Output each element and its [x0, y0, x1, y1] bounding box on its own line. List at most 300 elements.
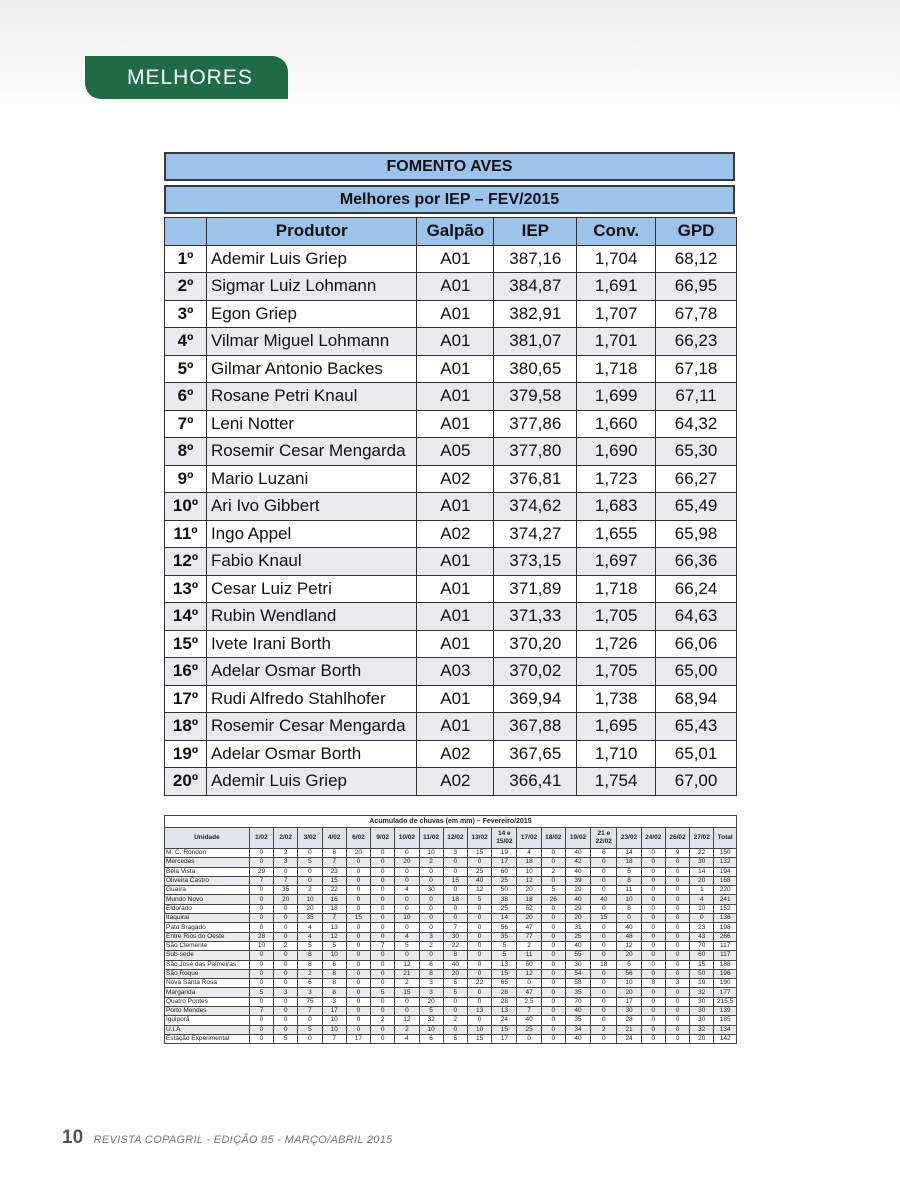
rainfall-value: 0 [467, 941, 491, 950]
rainfall-value: 3 [665, 979, 689, 988]
rainfall-value: 0 [665, 914, 689, 923]
rainfall-value: 0 [541, 969, 565, 978]
rainfall-value: 25 [467, 867, 491, 876]
rainfall-value: 9 [665, 849, 689, 858]
rainfall-value: 0 [665, 895, 689, 904]
rainfall-value: 150 [714, 849, 737, 858]
rainfall-value: 5 [443, 1034, 467, 1043]
rainfall-value: 17 [492, 858, 517, 867]
gpd-cell: 67,11 [656, 383, 737, 411]
date-header: 6/02 [346, 828, 370, 849]
rainfall-value: 18 [517, 858, 541, 867]
date-header: 12/02 [443, 828, 467, 849]
producer-name: Mario Luzani [206, 465, 417, 493]
iep-cell: 370,20 [494, 630, 577, 658]
rainfall-value: 8 [298, 951, 322, 960]
rainfall-value: 12 [395, 960, 419, 969]
rainfall-value: 19 [690, 979, 714, 988]
galpao-cell: A01 [417, 245, 494, 273]
rank-cell: 18º [165, 713, 207, 741]
gpd-cell: 67,00 [656, 768, 737, 796]
rainfall-value: 0 [371, 1025, 395, 1034]
rainfall-value: 29 [249, 867, 273, 876]
rainfall-value: 0 [371, 923, 395, 932]
conv-header: Conv. [577, 218, 656, 246]
gpd-cell: 66,06 [656, 630, 737, 658]
rainfall-value: 0 [665, 923, 689, 932]
rainfall-value: 0 [371, 904, 395, 913]
rainfall-value: 50 [690, 969, 714, 978]
rainfall-value: 0 [665, 876, 689, 885]
rainfall-value: 0 [346, 876, 370, 885]
rainfall-value: 10 [419, 849, 443, 858]
rainfall-value: 28 [249, 932, 273, 941]
rainfall-value: 2 [395, 1025, 419, 1034]
rank-cell: 8º [165, 438, 207, 466]
rainfall-value: 20 [346, 849, 370, 858]
rainfall-value: 10 [298, 895, 322, 904]
rainfall-value: 0 [591, 904, 617, 913]
rainfall-value: 0 [249, 979, 273, 988]
rainfall-value: 10 [467, 1025, 491, 1034]
producer-name: Ivete Irani Borth [206, 630, 417, 658]
iep-cell: 370,02 [494, 658, 577, 686]
rainfall-value: 4 [690, 895, 714, 904]
rainfall-value: 2 [591, 1025, 617, 1034]
rank-cell: 19º [165, 740, 207, 768]
producer-name: Fabio Knaul [206, 548, 417, 576]
rainfall-value: 40 [617, 923, 641, 932]
rainfall-value: 0 [541, 1007, 565, 1016]
rainfall-value: 0 [419, 895, 443, 904]
rainfall-value: 30 [419, 886, 443, 895]
rainfall-value: 24 [617, 1034, 641, 1043]
date-header: 11/02 [419, 828, 443, 849]
rainfall-value: 40 [565, 1007, 590, 1016]
rainfall-row [165, 932, 737, 941]
rank-cell: 9º [165, 465, 207, 493]
rainfall-value: 0 [274, 867, 298, 876]
rainfall-body [165, 849, 737, 1044]
rainfall-value: 25 [492, 904, 517, 913]
rainfall-value: 0 [346, 932, 370, 941]
galpao-cell: A02 [417, 520, 494, 548]
rainfall-value: 18 [443, 895, 467, 904]
producer-row [165, 273, 737, 301]
rainfall-value: 12 [395, 1016, 419, 1025]
rainfall-value: 1 [690, 886, 714, 895]
producer-row [165, 713, 737, 741]
rainfall-row [165, 979, 737, 988]
gpd-cell: 67,78 [656, 300, 737, 328]
rainfall-value: 0 [346, 988, 370, 997]
rainfall-value: 0 [346, 951, 370, 960]
rainfall-value: 194 [714, 867, 737, 876]
rainfall-value: 39 [565, 876, 590, 885]
publication-info: REVISTA COPAGRIL - EDIÇÃO 85 - MARÇO/ABRIL 2015 [93, 1134, 393, 1146]
conv-cell: 1,660 [577, 410, 656, 438]
rainfall-value: 0 [541, 1016, 565, 1025]
date-header: 1/02 [249, 828, 273, 849]
rank-cell: 5º [165, 355, 207, 383]
rainfall-value: 196 [714, 969, 737, 978]
rainfall-value: 0 [541, 960, 565, 969]
rainfall-value: 40 [565, 867, 590, 876]
rainfall-value: 13 [492, 1007, 517, 1016]
galpao-cell: A02 [417, 768, 494, 796]
rainfall-value: 0 [249, 1025, 273, 1034]
rainfall-value: 56 [617, 969, 641, 978]
rainfall-value: 241 [714, 895, 737, 904]
rank-cell: 17º [165, 685, 207, 713]
rainfall-value: 0 [346, 997, 370, 1006]
rainfall-value: 0 [591, 1034, 617, 1043]
rainfall-value: 0 [346, 904, 370, 913]
rainfall-value: 0 [665, 886, 689, 895]
date-header: 4/02 [322, 828, 346, 849]
rainfall-value: 15 [467, 1034, 491, 1043]
rainfall-value: 0 [591, 923, 617, 932]
rainfall-value: 0 [371, 849, 395, 858]
rainfall-value: 0 [517, 1034, 541, 1043]
conv-cell: 1,718 [577, 575, 656, 603]
producers-table [164, 217, 737, 796]
rainfall-value: 0 [467, 988, 491, 997]
rainfall-value: 13 [492, 960, 517, 969]
iep-cell: 367,88 [494, 713, 577, 741]
date-header: 21 e 22/02 [591, 828, 617, 849]
date-header: 17/02 [517, 828, 541, 849]
galpao-cell: A01 [417, 493, 494, 521]
rainfall-value: 0 [371, 858, 395, 867]
unit-header: Unidade [165, 828, 250, 849]
rainfall-value: 2 [541, 867, 565, 876]
iep-cell: 377,86 [494, 410, 577, 438]
rainfall-value: 30 [565, 960, 590, 969]
rainfall-value: 0 [591, 988, 617, 997]
rainfall-value: 10 [249, 941, 273, 950]
rainfall-value: 0 [346, 1016, 370, 1025]
rainfall-value: 0 [641, 1007, 665, 1016]
rainfall-value: 12 [617, 941, 641, 950]
rainfall-value: 2 [517, 941, 541, 950]
rainfall-value: 11 [517, 951, 541, 960]
rainfall-value: 0 [665, 932, 689, 941]
gpd-cell: 68,12 [656, 245, 737, 273]
rainfall-value: 0 [274, 914, 298, 923]
rainfall-row [165, 1034, 737, 1043]
producer-row [165, 685, 737, 713]
rank-cell: 11º [165, 520, 207, 548]
rainfall-value: 0 [641, 858, 665, 867]
rainfall-value: 12 [517, 969, 541, 978]
unit-name: São Roque [165, 969, 250, 978]
date-header: 23/02 [617, 828, 641, 849]
rainfall-value: 7 [274, 876, 298, 885]
date-header: 13/02 [467, 828, 491, 849]
rainfall-table [164, 815, 737, 1044]
rainfall-value: 3 [274, 988, 298, 997]
rainfall-value: 0 [591, 867, 617, 876]
rainfall-value: 47 [517, 923, 541, 932]
rainfall-value: 0 [346, 941, 370, 950]
rainfall-value: 198 [714, 923, 737, 932]
rainfall-value: 0 [665, 904, 689, 913]
producer-name: Ingo Appel [206, 520, 417, 548]
rainfall-value: 25 [492, 876, 517, 885]
rainfall-value: 0 [274, 997, 298, 1006]
rainfall-value: 0 [443, 886, 467, 895]
rainfall-value: 5 [249, 988, 273, 997]
rainfall-row [165, 941, 737, 950]
conv-cell: 1,754 [577, 768, 656, 796]
date-header: 27/02 [690, 828, 714, 849]
producer-name: Leni Notter [206, 410, 417, 438]
iep-cell: 366,41 [494, 768, 577, 796]
producer-row [165, 768, 737, 796]
rainfall-row [165, 904, 737, 913]
rainfall-value: 0 [665, 988, 689, 997]
rainfall-value: 2 [274, 941, 298, 950]
rainfall-value: 0 [395, 849, 419, 858]
rainfall-value: 0 [641, 969, 665, 978]
rainfall-value: 5 [467, 895, 491, 904]
rainfall-value: 0 [665, 960, 689, 969]
rainfall-value: 20 [443, 969, 467, 978]
rainfall-value: 0 [641, 895, 665, 904]
rainfall-value: 8 [322, 849, 346, 858]
rainfall-value: 0 [346, 960, 370, 969]
producers-body [165, 245, 737, 795]
conv-cell: 1,697 [577, 548, 656, 576]
galpao-cell: A05 [417, 438, 494, 466]
rainfall-value: 117 [714, 941, 737, 950]
rainfall-value: 35 [298, 914, 322, 923]
rainfall-value: 3 [322, 997, 346, 1006]
rainfall-value: 20 [274, 895, 298, 904]
rainfall-value: 29 [565, 886, 590, 895]
galpao-cell: A01 [417, 300, 494, 328]
rainfall-value: 0 [690, 914, 714, 923]
producer-row [165, 438, 737, 466]
producer-name: Rudi Alfredo Stahlhofer [206, 685, 417, 713]
producer-row [165, 383, 737, 411]
rainfall-value: 0 [641, 1025, 665, 1034]
rainfall-value: 22 [443, 941, 467, 950]
conv-cell: 1,683 [577, 493, 656, 521]
rainfall-value: 0 [274, 904, 298, 913]
rainfall-value: 0 [419, 923, 443, 932]
rainfall-value: 40 [517, 1016, 541, 1025]
rainfall-value: 0 [591, 941, 617, 950]
rainfall-value: 2,5 [517, 997, 541, 1006]
rainfall-value: 0 [298, 1034, 322, 1043]
rainfall-value: 3 [419, 979, 443, 988]
rainfall-value: 0 [346, 969, 370, 978]
rainfall-value: 185 [714, 1016, 737, 1025]
rainfall-value: 17 [322, 1007, 346, 1016]
rainfall-value: 0 [665, 1016, 689, 1025]
rainfall-value: 40 [591, 895, 617, 904]
rainfall-value: 0 [371, 960, 395, 969]
rainfall-value: 8 [617, 904, 641, 913]
rainfall-row [165, 849, 737, 858]
rainfall-value: 0 [665, 997, 689, 1006]
section-tab: MELHORES [85, 56, 288, 99]
rainfall-value: 14 [492, 914, 517, 923]
producer-row [165, 300, 737, 328]
producer-name: Rosemir Cesar Mengarda [206, 713, 417, 741]
rainfall-value: 0 [371, 1007, 395, 1016]
rainfall-value: 0 [371, 951, 395, 960]
rainfall-value: 31 [565, 923, 590, 932]
rainfall-value: 10 [617, 979, 641, 988]
rainfall-value: 0 [371, 914, 395, 923]
rainfall-value: 65 [492, 979, 517, 988]
rainfall-value: 18 [517, 895, 541, 904]
rainfall-value: 0 [541, 988, 565, 997]
producer-row [165, 630, 737, 658]
rainfall-row [165, 923, 737, 932]
rainfall-value: 4 [395, 886, 419, 895]
gpd-cell: 65,43 [656, 713, 737, 741]
iep-cell: 377,80 [494, 438, 577, 466]
iep-cell: 376,81 [494, 465, 577, 493]
rainfall-value: 15 [591, 914, 617, 923]
rainfall-value: 20 [395, 858, 419, 867]
rainfall-value: 0 [665, 1007, 689, 1016]
galpao-cell: A02 [417, 465, 494, 493]
gpd-cell: 65,30 [656, 438, 737, 466]
rainfall-value: 7 [322, 1034, 346, 1043]
gpd-cell: 65,00 [656, 658, 737, 686]
rainfall-value: 21 [395, 969, 419, 978]
rainfall-value: 0 [298, 1016, 322, 1025]
rainfall-value: 0 [641, 1016, 665, 1025]
rainfall-value: 0 [541, 1034, 565, 1043]
rainfall-value: 0 [346, 1007, 370, 1016]
rainfall-value: 0 [395, 895, 419, 904]
table-subtitle: Melhores por IEP – FEV/2015 [164, 185, 735, 214]
rainfall-value: 0 [541, 932, 565, 941]
rainfall-value: 0 [249, 960, 273, 969]
rainfall-value: 0 [249, 858, 273, 867]
rainfall-value: 0 [467, 1016, 491, 1025]
producer-row [165, 465, 737, 493]
rainfall-row [165, 858, 737, 867]
producers-header-row [165, 218, 737, 246]
rainfall-value: 0 [419, 867, 443, 876]
rainfall-value: 7 [249, 876, 273, 885]
rainfall-value: 0 [591, 979, 617, 988]
rainfall-value: 0 [346, 867, 370, 876]
rainfall-value: 56 [492, 923, 517, 932]
rainfall-value: 30 [443, 932, 467, 941]
rainfall-value: 0 [517, 979, 541, 988]
rainfall-value: 0 [274, 932, 298, 941]
producer-name: Sigmar Luiz Lohmann [206, 273, 417, 301]
rainfall-value: 0 [371, 1034, 395, 1043]
gpd-cell: 64,63 [656, 603, 737, 631]
rainfall-value: 8 [641, 979, 665, 988]
rainfall-value: 16 [322, 895, 346, 904]
date-header: 19/02 [565, 828, 590, 849]
galpao-cell: A01 [417, 548, 494, 576]
rainfall-value: 0 [541, 858, 565, 867]
conv-cell: 1,705 [577, 658, 656, 686]
rainfall-value: 0 [541, 923, 565, 932]
rainfall-value: 60 [492, 867, 517, 876]
rainfall-value: 8 [298, 960, 322, 969]
rainfall-value: 15 [467, 849, 491, 858]
rainfall-value: 152 [714, 904, 737, 913]
rainfall-value: 40 [565, 849, 590, 858]
rainfall-value: 17 [492, 1034, 517, 1043]
rainfall-value: 28 [492, 997, 517, 1006]
rainfall-value: 50 [492, 886, 517, 895]
galpao-cell: A01 [417, 630, 494, 658]
gpd-cell: 66,27 [656, 465, 737, 493]
unit-name: Quatro Pontes [165, 997, 250, 1006]
galpao-cell: A01 [417, 328, 494, 356]
rainfall-value: 0 [298, 867, 322, 876]
rainfall-row [165, 914, 737, 923]
rainfall-value: 0 [591, 886, 617, 895]
rainfall-value: 0 [371, 895, 395, 904]
date-header: 26/02 [665, 828, 689, 849]
rainfall-value: 21 [617, 1025, 641, 1034]
rainfall-value: 18 [591, 960, 617, 969]
rainfall-value: 0 [641, 988, 665, 997]
rainfall-value: 3 [298, 988, 322, 997]
rainfall-value: 7 [443, 923, 467, 932]
rainfall-value: 0 [395, 876, 419, 885]
rank-cell: 10º [165, 493, 207, 521]
rainfall-value: 19 [492, 849, 517, 858]
rainfall-value: 266 [714, 932, 737, 941]
rainfall-value: 30 [690, 997, 714, 1006]
conv-cell: 1,655 [577, 520, 656, 548]
iep-cell: 381,07 [494, 328, 577, 356]
rainfall-value: 15 [492, 1025, 517, 1034]
rainfall-value: 0 [665, 941, 689, 950]
rainfall-value: 0 [591, 1016, 617, 1025]
rainfall-value: 0 [541, 951, 565, 960]
rainfall-value: 5 [443, 988, 467, 997]
rainfall-value: 35 [565, 1016, 590, 1025]
rainfall-value: 7 [249, 1007, 273, 1016]
rainfall-value: 28 [492, 988, 517, 997]
rainfall-value: 25 [565, 932, 590, 941]
producer-row [165, 410, 737, 438]
conv-cell: 1,710 [577, 740, 656, 768]
rank-cell: 16º [165, 658, 207, 686]
rank-cell: 13º [165, 575, 207, 603]
conv-cell: 1,707 [577, 300, 656, 328]
rainfall-value: 15 [395, 988, 419, 997]
rainfall-value: 2 [419, 858, 443, 867]
rainfall-value: 7 [371, 941, 395, 950]
rainfall-value: 2 [395, 979, 419, 988]
rainfall-value: 0 [541, 914, 565, 923]
rainfall-value: 0 [641, 849, 665, 858]
producer-row [165, 575, 737, 603]
gpd-cell: 66,23 [656, 328, 737, 356]
rainfall-value: 77 [517, 932, 541, 941]
rainfall-value: 10 [419, 1025, 443, 1034]
iep-cell: 384,87 [494, 273, 577, 301]
rainfall-value: 12 [467, 886, 491, 895]
